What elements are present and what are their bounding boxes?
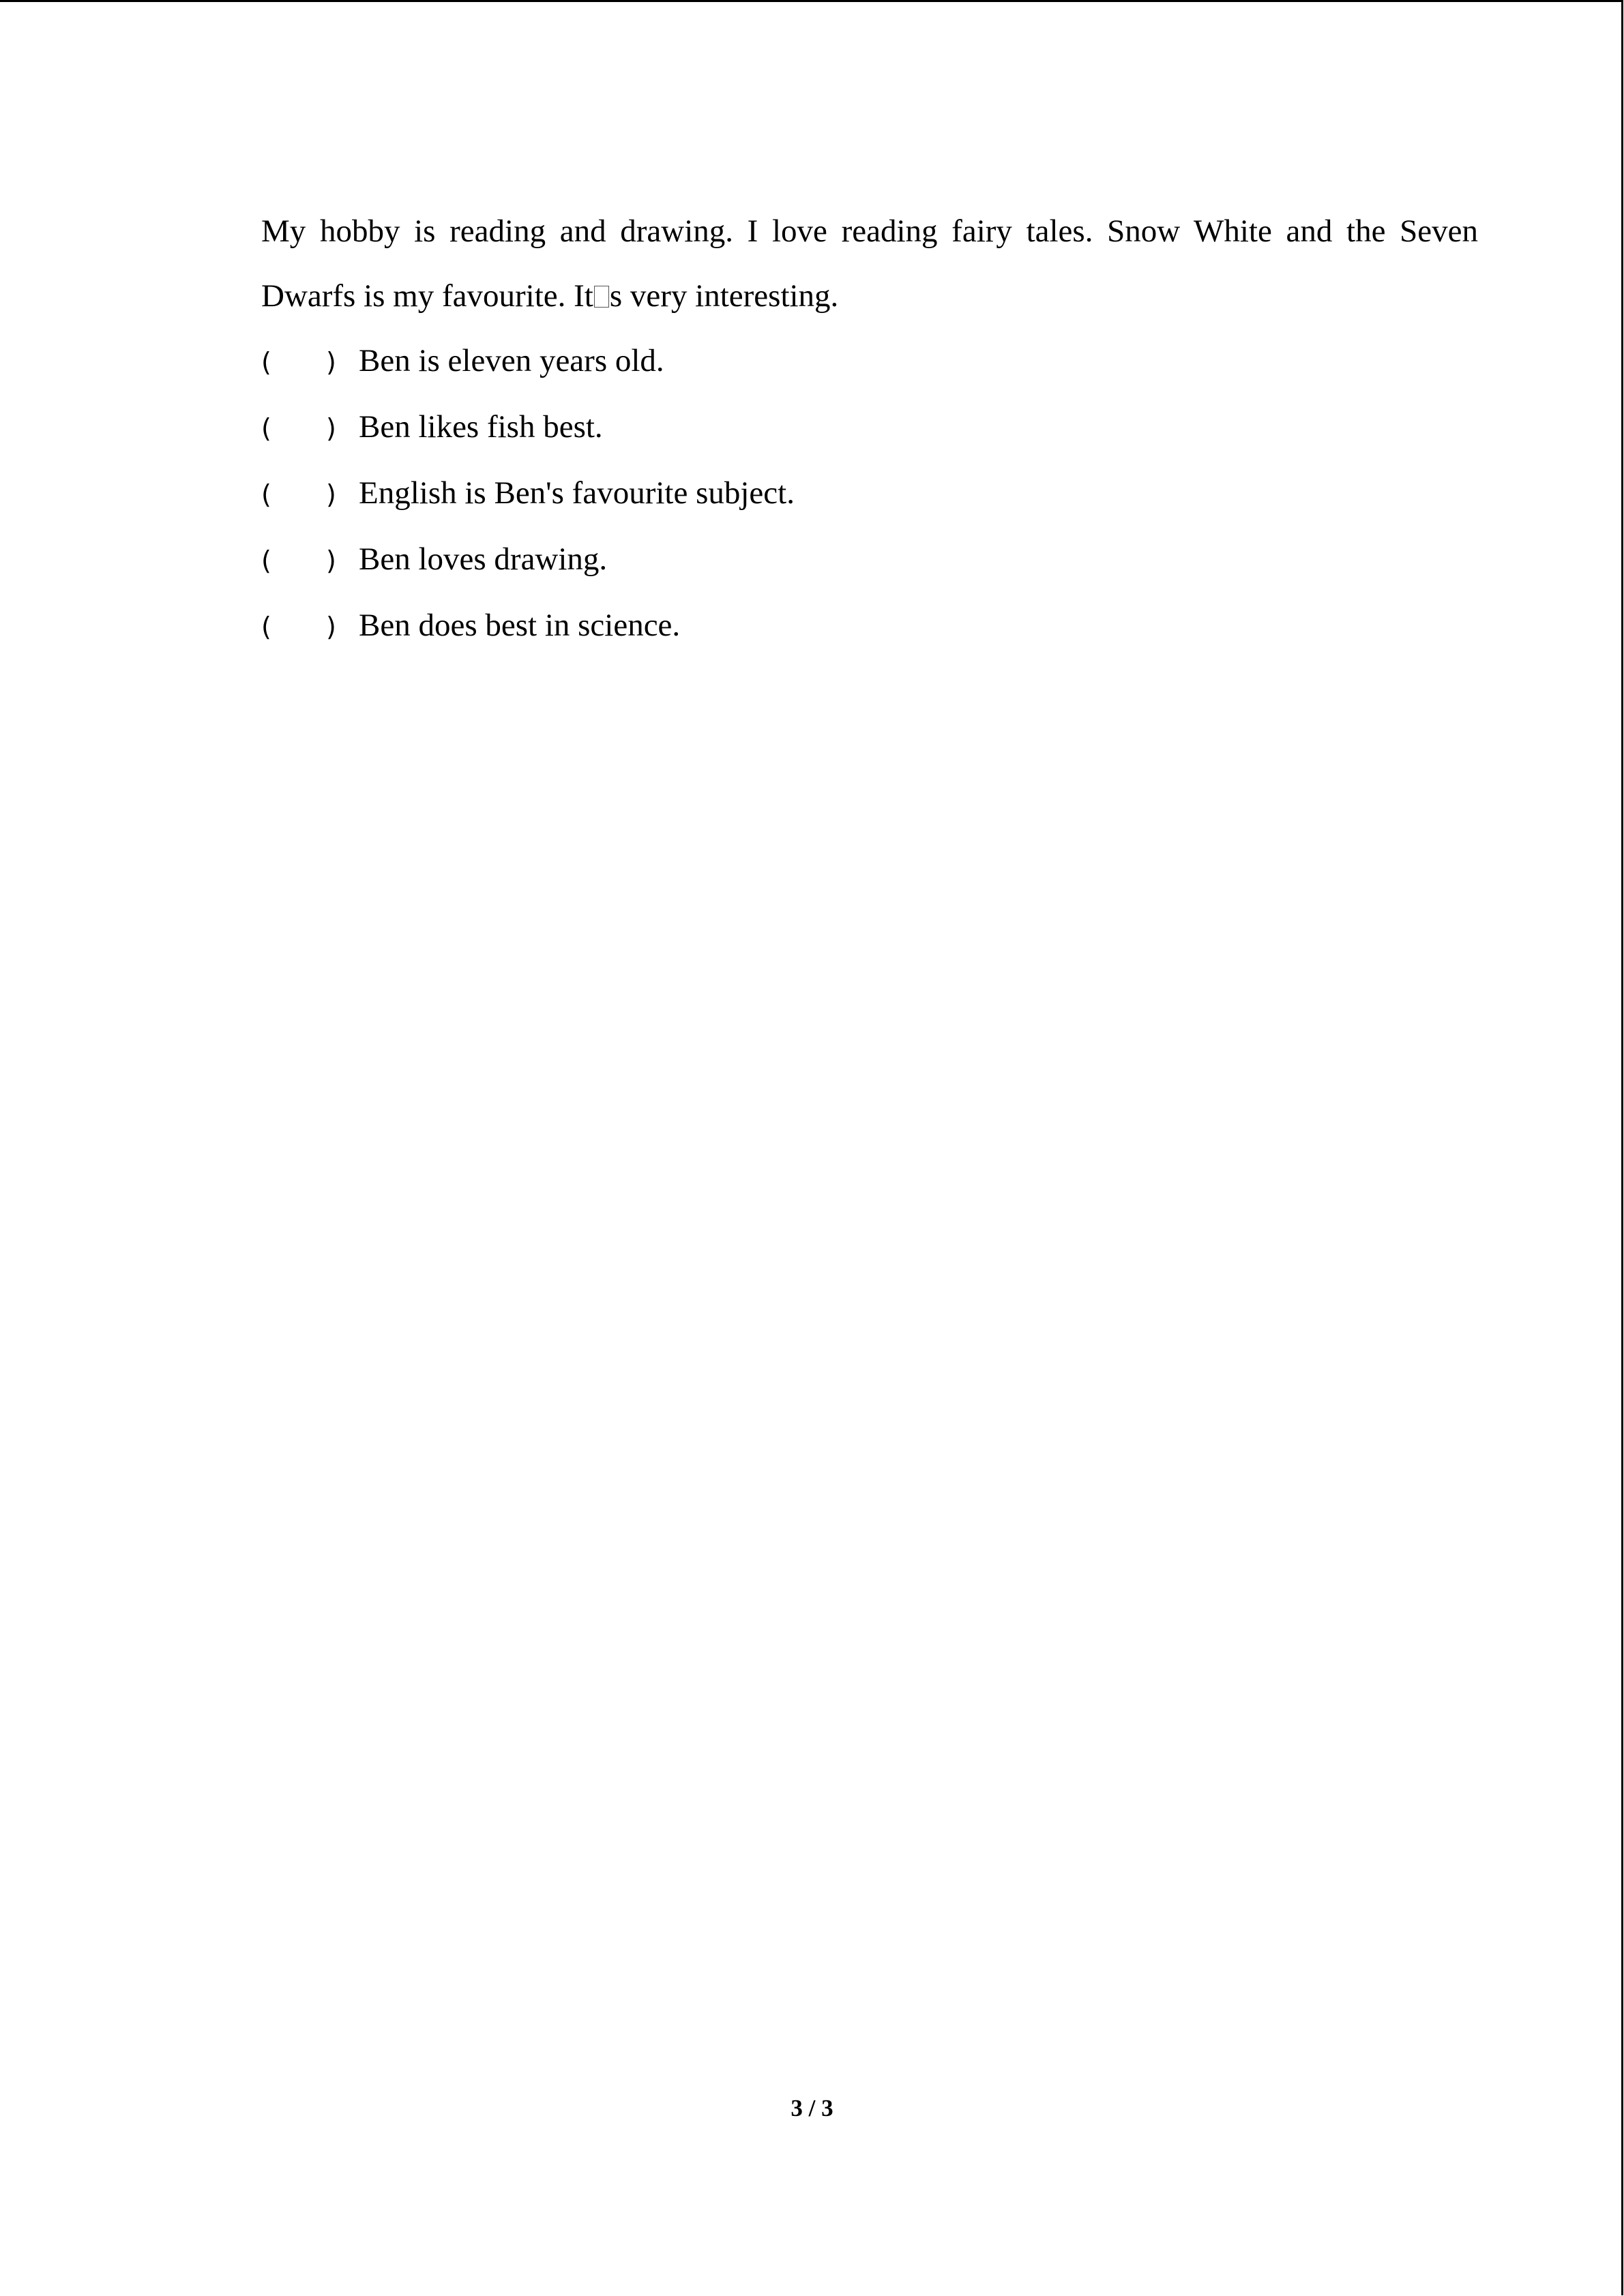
passage-line-1: My hobby is reading and drawing. I love reading fairy tales. Snow White and the Seven	[261, 213, 1478, 249]
question-item-3	[261, 461, 1478, 527]
question-item-2	[261, 395, 1478, 461]
answer-paren-close: )	[326, 479, 336, 509]
answer-paren-close: )	[326, 347, 336, 377]
question-text: Ben likes fish best.	[359, 409, 603, 445]
passage-line-2-end: s very interesting.	[609, 278, 839, 314]
reading-passage	[261, 199, 1478, 329]
question-text: English is Ben's favourite subject.	[359, 475, 795, 511]
answer-paren-open: (	[261, 347, 271, 377]
missing-glyph-icon	[594, 286, 609, 308]
document-content	[261, 199, 1478, 659]
question-text: Ben is eleven years old.	[359, 343, 664, 378]
answer-paren-open: (	[261, 546, 271, 576]
question-item-1	[261, 329, 1478, 395]
question-item-4	[261, 527, 1478, 593]
answer-paren-close: )	[326, 546, 336, 576]
answer-paren-open: (	[261, 413, 271, 443]
answer-paren-open: (	[261, 479, 271, 509]
question-text: Ben loves drawing.	[359, 541, 608, 577]
passage-line-2	[261, 264, 1478, 329]
question-text: Ben does best in science.	[359, 608, 681, 643]
answer-paren-close: )	[326, 413, 336, 443]
question-item-5	[261, 593, 1478, 659]
page-number: 3 / 3	[791, 2095, 833, 2121]
answer-paren-close: )	[326, 612, 336, 642]
answer-paren-open: (	[261, 612, 271, 642]
passage-line-2-start: Dwarfs is my favourite. It	[261, 278, 593, 314]
